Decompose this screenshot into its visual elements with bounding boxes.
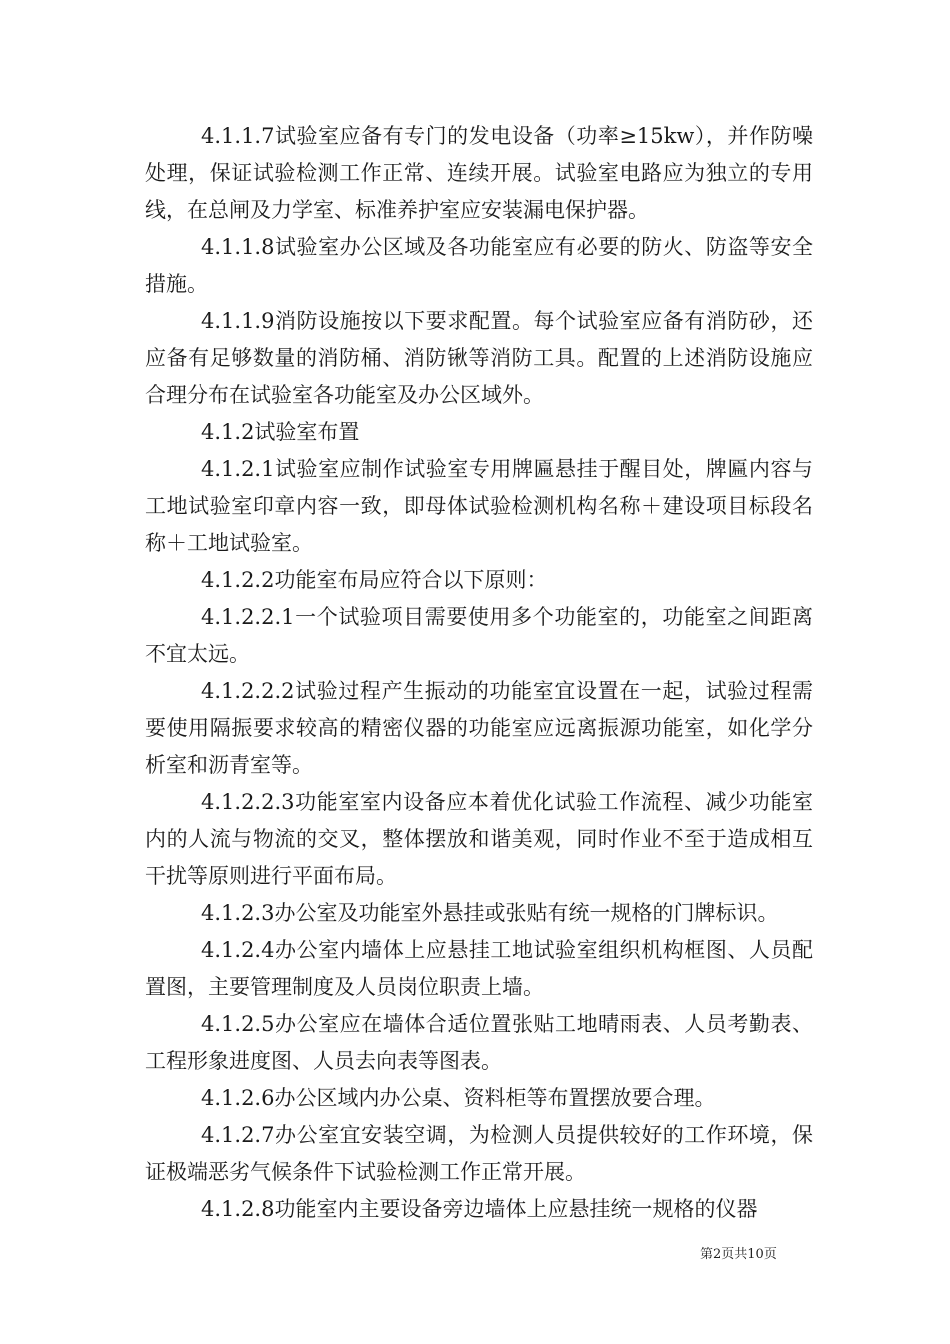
paragraph-4-1-2-5: 4.1.2.5办公室应在墙体合适位置张贴工地晴雨表、人员考勤表、工程形象进度图、人员去向表等图表。 (145, 1012, 813, 1073)
paragraph-4-1-2-1: 4.1.2.1试验室应制作试验室专用牌匾悬挂于醒目处，牌匾内容与工地试验室印章内容一致，即母体试验检测机构名称＋建设项目标段名称＋工地试验室。 (145, 457, 813, 555)
paragraph-4-1-1-7: 4.1.1.7试验室应备有专门的发电设备（功率≥15kw），并作防噪处理，保证试验检测工作正常、连续开展。试验室电路应为独立的专用线，在总闸及力学室、标准养护室应安装漏电保护器。 (145, 124, 813, 222)
paragraph-4-1-2-7: 4.1.2.7办公室宜安装空调，为检测人员提供较好的工作环境，保证极端恶劣气候条件下试验检测工作正常开展。 (145, 1123, 813, 1184)
paragraph-4-1-2-3: 4.1.2.3办公室及功能室外悬挂或张贴有统一规格的门牌标识。 (201, 901, 779, 925)
paragraph-4-1-2-2-3: 4.1.2.2.3功能室室内设备应本着优化试验工作流程、减少功能室内的人流与物流的交叉，整体摆放和谐美观，同时作业不至于造成相互干扰等原则进行平面布局。 (145, 790, 813, 888)
page-number-footer: 第2页共10页 (700, 1247, 777, 1262)
document-body (145, 118, 813, 1228)
paragraph-4-1-2-2: 4.1.2.2功能室布局应符合以下原则： (201, 568, 548, 592)
paragraph-4-1-2-2-2: 4.1.2.2.2试验过程产生振动的功能室宜设置在一起，试验过程需要使用隔振要求较高的精密仪器的功能室应远离振源功能室，如化学分析室和沥青室等。 (145, 679, 813, 777)
paragraph-4-1-1-9: 4.1.1.9消防设施按以下要求配置。每个试验室应备有消防砂，还应备有足够数量的消防桶、消防锹等消防工具。配置的上述消防设施应合理分布在试验室各功能室及办公区域外。 (145, 309, 813, 407)
paragraph-4-1-2-8: 4.1.2.8功能室内主要设备旁边墙体上应悬挂统一规格的仪器 (201, 1197, 758, 1221)
paragraph-4-1-2-4: 4.1.2.4办公室内墙体上应悬挂工地试验室组织机构框图、人员配置图，主要管理制度及人员岗位职责上墙。 (145, 938, 813, 999)
paragraph-4-1-2-2-1: 4.1.2.2.1一个试验项目需要使用多个功能室的，功能室之间距离不宜太远。 (145, 605, 813, 666)
section-heading-4-1-2: 4.1.2试验室布置 (201, 420, 360, 444)
paragraph-4-1-1-8: 4.1.1.8试验室办公区域及各功能室应有必要的防火、防盗等安全措施。 (145, 235, 813, 296)
paragraph-4-1-2-6: 4.1.2.6办公区域内办公桌、资料柜等布置摆放要合理。 (201, 1086, 716, 1110)
